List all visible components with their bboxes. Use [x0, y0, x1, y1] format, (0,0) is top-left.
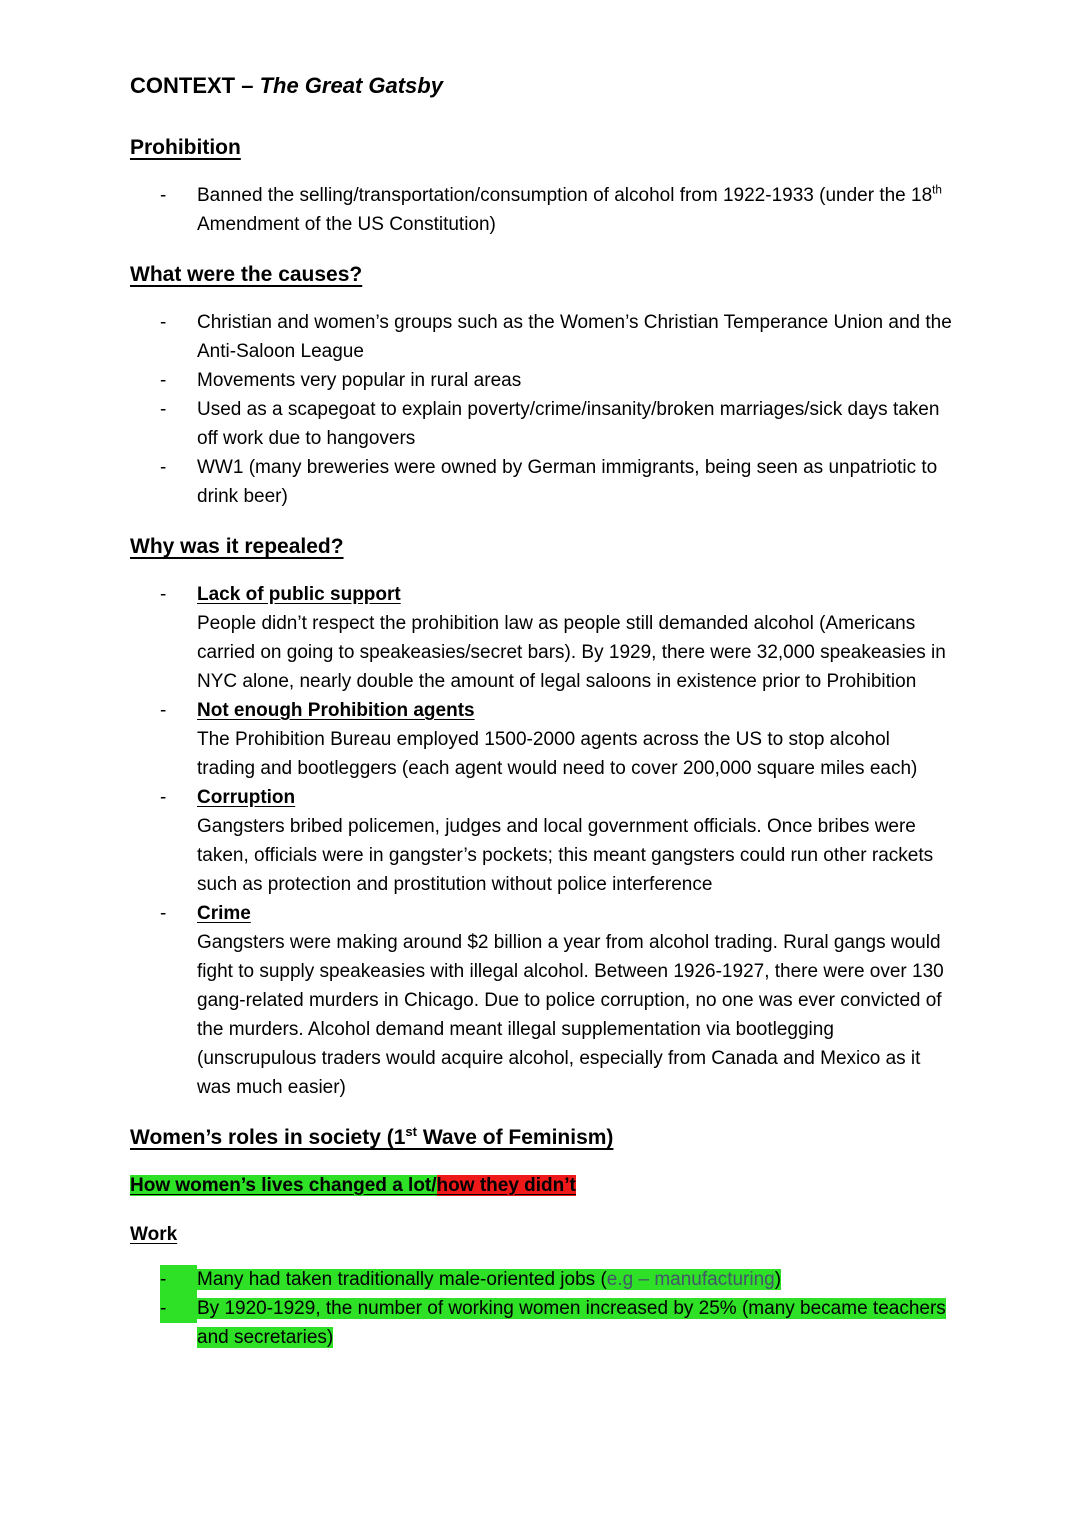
heading-text-post: Wave of Feminism): [417, 1126, 614, 1149]
document-title-prefix: CONTEXT –: [130, 73, 260, 98]
repeal-reason-body: Gangsters were making around $2 billion a year from alcohol trading. Rural gangs would fight to supply speakeasies with illegal alcohol. Between 1926-1927, there were over 130 gang-related murders in Chicago. Due to police corruption, no one was ever convicted of the murders. Alcohol demand meant illegal supplementation via bootlegging (unscrupulous traders would acquire alcohol, especially from Canada and Mexico as it was much easier): [197, 932, 944, 1098]
repeal-reason-item: [160, 696, 952, 783]
highlight-heading: [130, 1171, 952, 1200]
bullet-text-pre: Many had taken traditionally male-oriented jobs (: [197, 1269, 607, 1290]
section-heading-repealed: Why was it repealed?: [130, 535, 344, 558]
bullet-marker: -: [160, 787, 167, 808]
bullet-marker: -: [160, 399, 167, 420]
accent-text: e.g – manufacturing: [606, 1269, 775, 1290]
bullet-text: Christian and women’s groups such as the Women’s Christian Temperance Union and the Anti-Saloon League: [197, 312, 952, 362]
bullet-text: [197, 1294, 952, 1352]
bullet-marker: -: [160, 457, 167, 478]
bullet-marker: -: [160, 1294, 197, 1323]
bullet-text-post: Amendment of the US Constitution): [197, 214, 496, 235]
bullet-text: Movements very popular in rural areas: [197, 370, 522, 391]
section-causes: [130, 261, 952, 511]
bullet-text-pre: Banned the selling/transportation/consumption of alcohol from 1922-1933 (under the 18: [197, 185, 933, 206]
document-title: [130, 72, 952, 100]
highlighted-run: By 1920-1929, the number of working women increased by 25% (many became teachers and secretaries): [197, 1298, 946, 1348]
highlight-green-segment: How women’s lives changed a lot/: [130, 1175, 437, 1196]
repealed-reason-list: [130, 580, 952, 1102]
work-bullet-item: [160, 1294, 952, 1352]
section-prohibition: [130, 134, 952, 239]
heading-text-pre: Women’s roles in society (1: [130, 1126, 406, 1149]
bullet-text: [197, 1265, 952, 1294]
section-women-roles: [130, 1124, 952, 1352]
repeal-reason-item: [160, 783, 952, 899]
ordinal-superscript: th: [932, 183, 942, 197]
section-repealed: [130, 533, 952, 1102]
prohibition-bullet-list: [130, 181, 952, 239]
ordinal-superscript: st: [405, 1124, 417, 1139]
document-title-book-name: The Great Gatsby: [259, 73, 443, 98]
repeal-reason-body: Gangsters bribed policemen, judges and local government officials. Once bribes were taken, officials were in gangster’s pockets; this meant gangsters could run other rackets such as protection and prostitution without police interference: [197, 816, 934, 895]
bullet-marker: -: [160, 185, 167, 206]
bullet-item: [160, 308, 952, 366]
work-bullet-item: [160, 1265, 952, 1294]
bullet-item: [160, 366, 952, 395]
bullet-text: WW1 (many breweries were owned by German immigrants, being seen as unpatriotic to drink beer): [197, 457, 938, 507]
bullet-marker: -: [160, 370, 167, 391]
repeal-reason-title: Crime: [197, 903, 251, 924]
repeal-reason-content: [197, 580, 952, 696]
bullet-marker: -: [160, 700, 167, 721]
repeal-reason-item: [160, 899, 952, 1102]
bullet-item: [160, 453, 952, 511]
bullet-marker: -: [160, 584, 167, 605]
section-heading-prohibition: Prohibition: [130, 136, 241, 159]
causes-bullet-list: [130, 308, 952, 511]
repeal-reason-title: Not enough Prohibition agents: [197, 700, 475, 721]
bullet-text-post: ): [774, 1269, 782, 1290]
bullet-text: Used as a scapegoat to explain poverty/crime/insanity/broken marriages/sick days taken off work due to hangovers: [197, 399, 940, 449]
highlighted-run: [197, 1269, 781, 1290]
repeal-reason-item: [160, 580, 952, 696]
section-heading-causes: What were the causes?: [130, 263, 363, 286]
repeal-reason-title: Corruption: [197, 787, 296, 808]
repeal-reason-content: [197, 783, 952, 899]
bullet-marker: -: [160, 312, 167, 333]
bullet-item: [160, 181, 952, 239]
repeal-reason-title: Lack of public support: [197, 584, 401, 605]
bullet-marker: -: [160, 903, 167, 924]
section-heading-women-roles: [130, 1124, 952, 1151]
repeal-reason-content: [197, 899, 952, 1102]
repeal-reason-body: The Prohibition Bureau employed 1500-2000 agents across the US to stop alcohol trading and bootleggers (each agent would need to cover 200,000 square miles each): [197, 729, 918, 779]
work-bullet-list: [130, 1265, 952, 1352]
repeal-reason-body: People didn’t respect the prohibition law as people still demanded alcohol (Americans carried on going to speakeasies/secret bars). By 1929, there were 32,000 speakeasies in NYC alone, nearly double the amount of legal saloons in existence prior to Prohibition: [197, 613, 946, 692]
bullet-item: [160, 395, 952, 453]
bullet-marker: -: [160, 1265, 197, 1294]
subsection-heading-work: Work: [130, 1224, 178, 1245]
highlight-red-segment: how they didn’t: [436, 1175, 576, 1196]
bullet-text: [197, 181, 952, 239]
repeal-reason-content: [197, 696, 952, 783]
